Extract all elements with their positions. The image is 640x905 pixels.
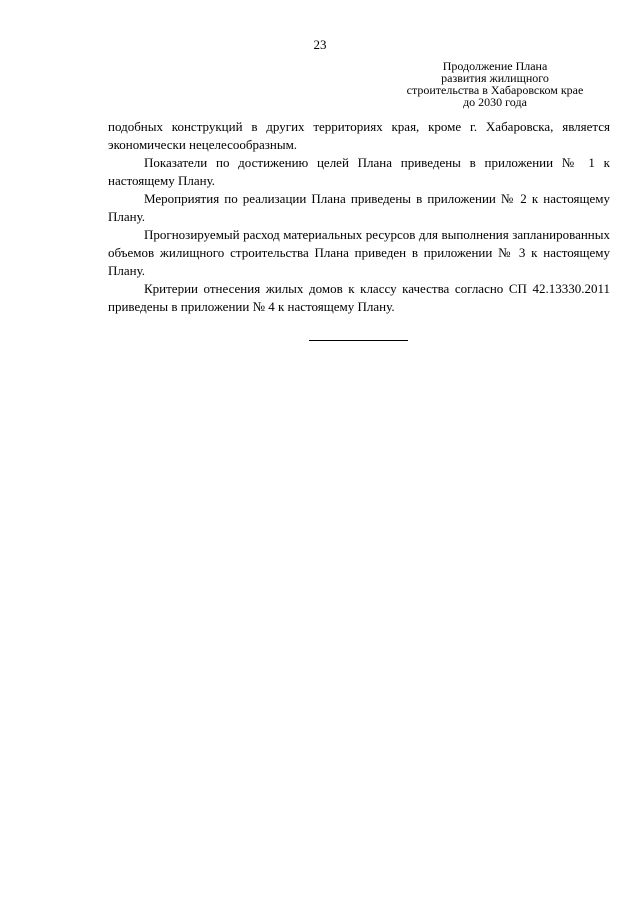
header-line: до 2030 года: [463, 95, 527, 109]
paragraph-indicators: Показатели по достижению целей Плана приведены в приложении № 1 к настоящему Плану.: [108, 155, 610, 188]
paragraph-resources: Прогнозируемый расход материальных ресурсов для выполнения запланированных объемов жилищного строительства Плана приведен в приложении № 3 к настоящему Плану.: [108, 227, 610, 278]
header-line: строительства в Хабаровском крае: [406, 83, 584, 97]
paragraph-criteria: Критерии отнесения жилых домов к классу качества согласно СП 42.13330.2011 приведены в приложении № 4 к настоящему Плану.: [108, 281, 610, 314]
document-header: [405, 60, 585, 108]
separator-line: [309, 340, 408, 341]
header-line: развития жилищного: [441, 71, 549, 85]
body-text: [108, 118, 610, 316]
paragraph-continuation: подобных конструкций в других территориях края, кроме г. Хабаровска, является экономически нецелесообразным.: [108, 119, 610, 152]
header-line: Продолжение Плана: [442, 59, 548, 73]
paragraph-measures: Мероприятия по реализации Плана приведены в приложении № 2 к настоящему Плану.: [108, 191, 610, 224]
page-number: 23: [313, 37, 327, 52]
